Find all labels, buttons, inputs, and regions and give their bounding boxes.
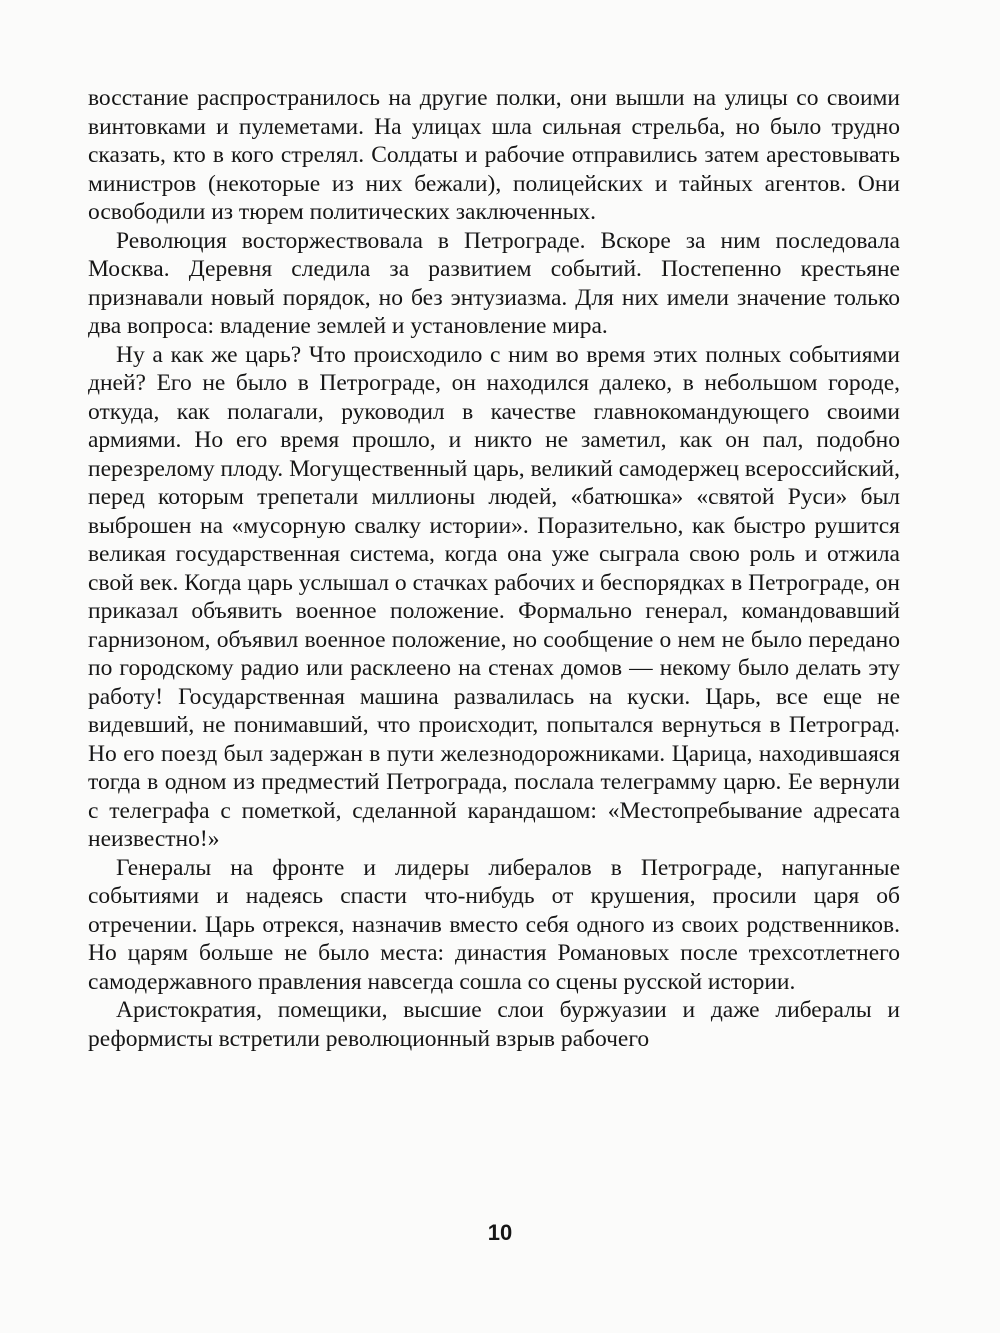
page-number: 10 [487,1220,513,1245]
paragraph-continuation: восстание распространилось на другие полки, они вышли на улицы со своими винтовками и пулеметами. На улицах шла сильная стрельба, но было трудно сказать, кто в кого стрелял. Солдаты и рабочие отправились затем арестовывать министров (некоторые из них бежали), полицейских и тайных агентов. Они освободили из тюрем политических заключенных. [88,85,900,225]
page-body-text [88,84,900,1053]
paragraph-tsar: Ну а как же царь? Что происходило с ним во время этих полных событиями дней? Его не было в Петрограде, он находился далеко, в небольшом городе, откуда, как полагали, руководил в качестве главнокомандующего своими армиями. Но его время прошло, и никто не заметил, как он пал, подобно перезрелому плоду. Могущественный царь, великий самодержец всероссийский, перед которым трепетали миллионы людей, «батюшка» «святой Руси» был выброшен на «мусорную свалку истории». Поразительно, как быстро рушится великая государственная система, когда она уже сыграла свою роль и отжила свой век. Когда царь услышал о стачках рабочих и беспорядках в Петрограде, он приказал объявить военное положение. Формально генерал, командовавший гарнизоном, объявил военное положение, но сообщение о нем не было передано по городскому радио или расклеено на стенах домов — некому было делать эту работу! Государственная машина развалилась на куски. Царь, все еще не видевший, не понимавший, что происходит, попытался вернуться в Петроград. Но его поезд был задержан в пути железнодорожниками. Царица, находившаяся тогда в одном из предместий Петрограда, послала телеграмму царю. Ее вернули с телеграфа с пометкой, сделанной карандашом: «Местопребывание адресата неизвестно!» [88,341,900,852]
paragraph-revolution-petrograd: Революция восторжествовала в Петрограде. Вскоре за ним последовала Москва. Деревня следила за развитием событий. Постепенно крестьяне признавали новый порядок, но без энтузиазма. Для них имели значение только два вопроса: владение землей и установление мира. [88,227,900,339]
paragraph-abdication: Генералы на фронте и лидеры либералов в Петрограде, напуганные событиями и надеясь спасти что-нибудь от крушения, просили царя об отречении. Царь отрекся, назначив вместо себя одного из своих родственников. Но царям больше не было места: династия Романовых после трехсотлетнего самодержавного правления навсегда сошла со сцены русской истории. [88,854,900,995]
paragraph-aristocracy: Аристократия, помещики, высшие слои буржуазии и даже либералы и реформисты встретили революционный взрыв рабочего [88,997,900,1052]
